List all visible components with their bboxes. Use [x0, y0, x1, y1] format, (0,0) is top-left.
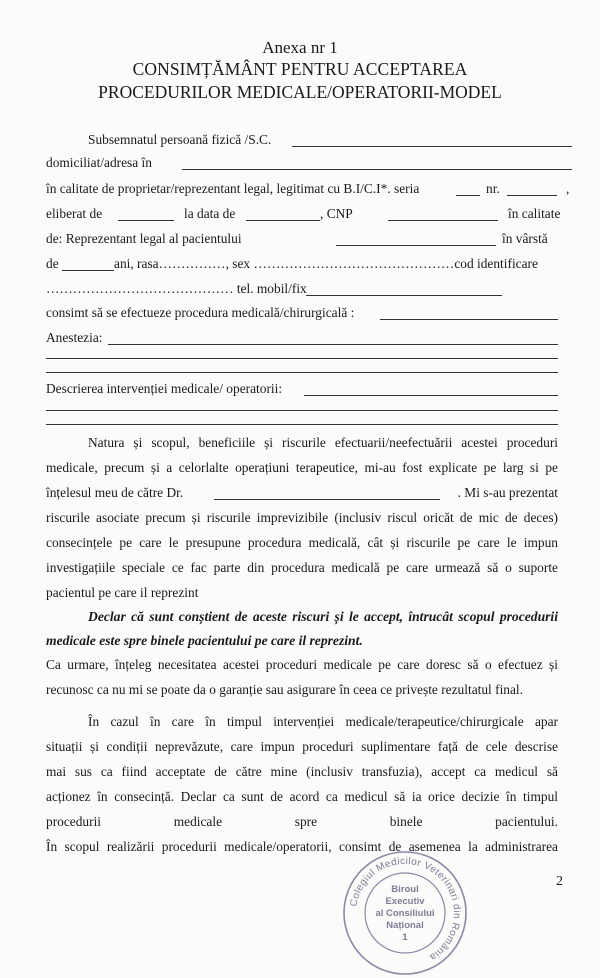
form-line-3-nr: nr. [486, 181, 500, 196]
form-line-4-b: la data de [184, 206, 236, 221]
id-series-field[interactable] [456, 195, 480, 196]
official-stamp [340, 848, 470, 978]
paragraph-1-line-3-a: înțelesul meu de către Dr. [46, 485, 184, 500]
paragraph-1-line-5: consecințele pe care le presupune procedura medicală, cât și riscurile pe care le impun [46, 535, 558, 550]
form-line-8: consimt să se efectueze procedura medicală/chirurgicală : [46, 305, 355, 320]
form-line-7: …………………………………… tel. mobil/fix [46, 281, 307, 296]
annex-label: Anexa nr 1 [262, 38, 338, 57]
form-line-4-c: , CNP [320, 206, 353, 221]
anesthesia-line-2 [46, 358, 558, 359]
paragraph-2-line-2: recunosc ca nu mi se poate da o garanție sau asigurare în ceea ce privește rezultatul final. [46, 682, 524, 697]
cnp-field[interactable] [388, 220, 498, 221]
stamp-line-4: Național [386, 920, 424, 931]
form-line-3-end: , [566, 181, 570, 196]
intervention-field[interactable] [304, 395, 558, 396]
form-line-2: domiciliat/adresa în [46, 155, 152, 170]
form-line-10: Descrierea intervenției medicale/ operatorii: [46, 381, 283, 396]
paragraph-1-line-2: medicale, precum și a celorlalte operațiuni terapeutice, mi-au fost explicate pe larg si pe [46, 460, 558, 475]
issued-by-field[interactable] [118, 220, 174, 221]
id-number-field[interactable] [507, 195, 557, 196]
paragraph-3-line-1: În cazul în care în timpul intervenției medicale/terapeutice/chirurgicale apar [88, 714, 558, 729]
issue-date-field[interactable] [246, 220, 320, 221]
title-line-1: CONSIMȚĂMÂNT PENTRU ACCEPTAREA [132, 59, 468, 79]
paragraph-1-line-3-b: . Mi s-au prezentat [457, 485, 558, 500]
declaration-line-2: medicale este spre binele pacientului pe care il reprezint. [46, 633, 363, 648]
intervention-line-2 [46, 410, 558, 411]
form-line-5-end: în vârstă [502, 231, 548, 246]
intervention-line-3 [46, 424, 558, 425]
paragraph-1-line-6: investigațiile speciale ce fac parte din procedura medicală pe care urmează să o suporte [46, 560, 558, 575]
stamp-line-1: Biroul [391, 884, 419, 895]
declaration-line-1: Declar că sunt conștient de aceste riscuri și le accept, întrucât scopul procedurii [88, 609, 558, 624]
procedure-field[interactable] [380, 319, 558, 320]
form-line-6-a: de [46, 256, 59, 271]
form-line-1: Subsemnatul persoană fizică /S.C. [88, 132, 272, 147]
paragraph-1-line-1: Natura și scopul, beneficiile și riscurile efectuarii/neefectuării acestei proceduri [88, 435, 558, 450]
address-field[interactable] [182, 169, 572, 170]
paragraph-3-line-4: acționez în consecință. Declar ca sunt de acord ca medicul să ia orice decizie în timpul [46, 789, 558, 804]
paragraph-3-line-3: mai sus ca fiind acceptate de către mine (inclusiv transfuzia), accept ca medicul să [46, 764, 558, 779]
page-number: 2 [556, 874, 563, 889]
stamp-line-2: Executiv [385, 896, 425, 907]
anesthesia-field[interactable] [108, 344, 558, 345]
form-line-3: în calitate de proprietar/reprezentant legal, legitimat cu B.I/C.I*. seria [46, 181, 420, 196]
form-line-4-d: în calitate [508, 206, 561, 221]
name-field[interactable] [292, 146, 572, 147]
form-line-5: de: Reprezentant legal al pacientului [46, 231, 242, 246]
form-line-6-b: ani, rasa……………, sex ………………………………………cod identificare [114, 256, 538, 271]
title-line-2: PROCEDURILOR MEDICALE/OPERATORII-MODEL [98, 82, 502, 102]
stamp-ring-text: Colegiul Medicilor Veterinari din România [348, 855, 463, 963]
patient-field[interactable] [336, 245, 496, 246]
form-line-9: Anestezia: [46, 330, 103, 345]
age-field[interactable] [62, 270, 114, 271]
form-line-4-a: eliberat de [46, 206, 103, 221]
phone-field[interactable] [306, 295, 502, 296]
paragraph-2-line-1: Ca urmare, înțeleg necesitatea acestei proceduri medicale pe care doresc să o efectuez și [46, 657, 558, 672]
paragraph-1-line-4: riscurile asociate precum și riscurile imprevizibile (inclusiv riscul oricăt de mic de deces) [46, 510, 558, 525]
stamp-line-3: al Consiliului [375, 908, 435, 919]
stamp-line-5: 1 [402, 932, 408, 943]
anesthesia-line-3 [46, 372, 558, 373]
paragraph-3-line-2: situații și condiții neprevăzute, care impun proceduri suplimentare față de cele descrise [46, 739, 558, 754]
doctor-name-field[interactable] [214, 499, 440, 500]
paragraph-1-line-7: pacientul pe care il reprezint [46, 585, 199, 600]
paragraph-3-line-5: procedurii medicale spre binele pacientului. [46, 814, 558, 829]
paragraph-3-line-6: În scopul realizării procedurii medicale/operatorii, consimt de asemenea la administrarea [46, 839, 558, 854]
